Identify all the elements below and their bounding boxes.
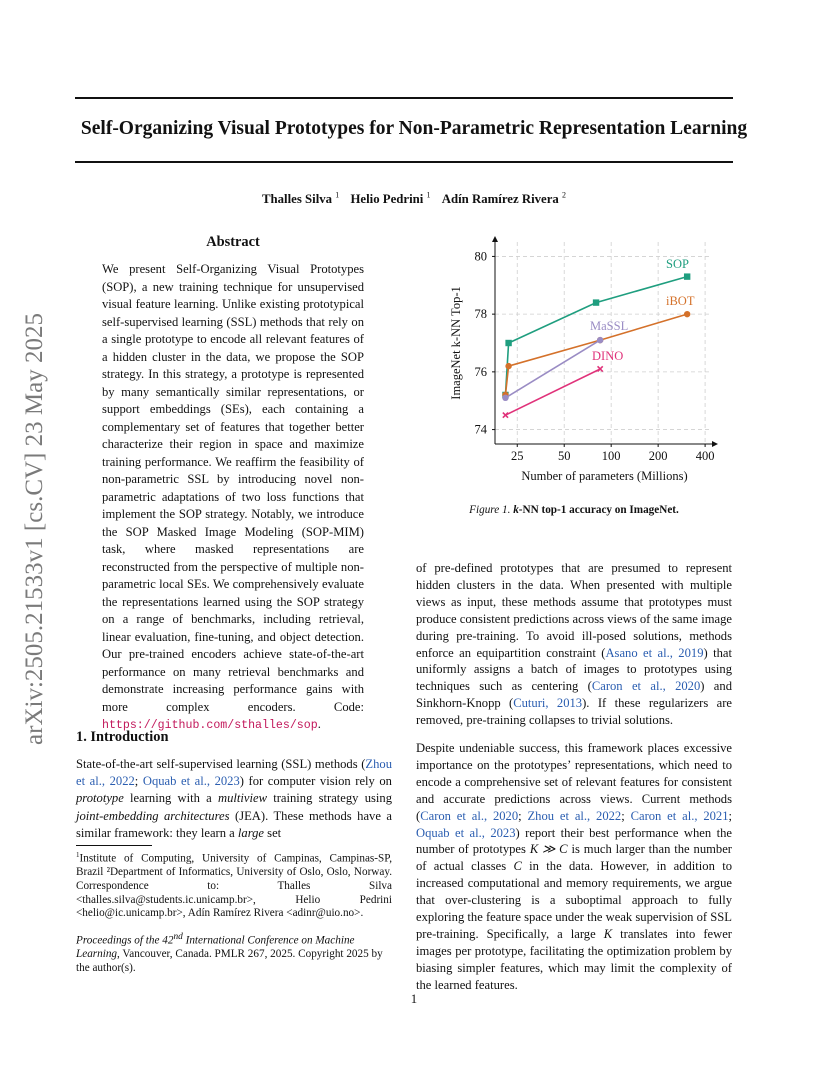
data-point-ibot [684,311,690,317]
author-2: Helio Pedrini $^1$ [350,191,431,207]
y-axis-arrow [492,236,498,242]
paper-title: Self-Organizing Visual Prototypes for Non-Parametric Representation Learning [80,118,748,139]
data-point-massl [597,337,603,343]
author-1: Thalles Silva $^1$ [262,191,340,207]
x-tick-label: 200 [648,449,668,463]
proceedings-note: Proceedings of the 42nd International Conference on Machine Learning, Vancouver, Canada. PMLR 267, 2025. Copyright 2025 by the author(s). [76,932,383,974]
x-tick-label: 25 [511,449,524,463]
abstract-text: We present Self-Organizing Visual Prototypes (SOP), a new training technique for unsupervised visual feature learning. Unlike existing prototypical self-supervised learning (SSL) methods that rely on a single prototype to encode all relevant features of a hidden cluster in the data, we propose the SOP strategy. In this strategy, a prototype is represented by many semantically similar representations, or support embeddings (SEs), each containing a complementary set of features that together better characterize their region in space and maximize training performance. We reaffirm the feasibility of non-parametric SSL by introducing novel non-parametric adaptations of two loss functions that implement the SOP strategy. Notably, we introduce the SOP Masked Image Modeling (SOP-MIM) task, where masked representations are reconstructed from the perspective of multiple non-parametric local SEs. We comprehensively evaluate the representations learned using the SOP strategy on a range of benchmarks, including retrieval, linear evaluation, fine-tuning, and object detection. Our pre-trained encoders achieve state-of-the-art performance on many retrieval benchmarks and demonstrate increasing performance gains with more complex encoders. Code: https://github.com/sthalles/sop. [102,262,364,732]
page-number: 1 [410,992,418,1006]
x-tick-label: 50 [557,449,571,463]
knn-accuracy-chart [440,232,720,492]
footnote-rule [76,845,152,846]
citation-link[interactable]: Caron et al., 2020 [591,679,701,694]
series-label-sop: SOP [666,257,689,271]
series-label-ibot: iBOT [666,294,695,308]
citation-link[interactable]: Caron et al., 2021 [630,808,729,823]
y-tick-label: 78 [474,307,487,322]
series-line-massl [505,340,600,398]
intro-paragraph: State-of-the-art self-supervised learning (SSL) methods (Zhou et al., 2022; Oquab et al., 2023) for computer vision rely on prototype learning with a multiview training strategy using joint-embedding architectures (JEA). These methods have a similar framework: they learn a large set [76,757,392,840]
code-link[interactable]: https://github.com/sthalles/sop [102,719,318,732]
title-bottom-rule [75,161,733,163]
y-axis-label: ImageNet k-NN Top-1 [449,286,463,400]
top-rule [75,97,733,99]
data-point-massl [502,395,508,401]
y-tick-label: 74 [474,422,487,437]
citation-link[interactable]: Oquab et al., 2023 [142,774,240,789]
author-3: Adín Ramírez Rivera $^2$ [441,191,566,207]
x-tick-label: 400 [695,449,715,463]
data-point-sop [593,299,599,305]
right-column-paragraph-2: Despite undeniable success, this framework places excessive importance on the prototypes’ representations, which need to encode a comprehensive set of relevant features for consistent and accurate predictions across views. Current methods (Caron et al., 2020; Zhou et al., 2022; Caron et al., 2021; Oquab et al., 2023) report their best performance when the number of prototypes K ≫ C is much larger than the number of actual classes C in the data. However, in addition to increased computational and memory requirements, we argue that over-clustering is a suboptimal approach to fully exploring the feature space under the weak supervision of SSL pre-training. Specifically, a large K translates into fewer images per prototype, facilitating the optimization problem by biasing simpler features, which may limit the complexity of the learned features. [416,741,733,992]
figure-caption: Figure 1. k-NN top-1 accuracy on ImageNet. [469,504,679,516]
x-tick-label: 100 [601,449,621,463]
author-list [0,191,828,207]
citation-link[interactable]: Oquab et al., 2023 [416,825,516,840]
citation-link[interactable]: Caron et al., 2020 [420,808,519,823]
x-axis-label: Number of parameters (Millions) [521,469,688,483]
series-line-dino [505,369,600,415]
abstract-heading: Abstract [206,234,260,250]
series-label-dino: DINO [592,349,624,363]
x-axis-arrow [712,441,718,447]
citation-link[interactable]: Zhou et al., 2022 [527,808,622,823]
citation-link[interactable]: Zhou et al., 2022 [76,757,392,789]
series-label-massl: MaSSL [590,319,629,333]
data-point-ibot [505,363,511,369]
affiliation-footnote: $^1$Institute of Computing, University of Campinas, Campinas-SP, Brazil ²Department of Informatics, University of Oslo, Oslo, Norway. Correspondence to: Thalles Silva <thalles.silva@students.ic.unicamp.br>, Helio Pedrini <helio@ic.unicamp.br>, Adín Ramírez Rivera <adinr@uio.no>. [76,851,392,920]
data-point-sop [684,273,690,279]
y-tick-label: 76 [474,364,487,379]
citation-link[interactable]: Cuturi, 2013 [513,696,583,711]
arxiv-stamp: arXiv:2505.21533v1 [cs.CV] 23 May 2025 [21,313,48,745]
citation-link[interactable]: Asano et al., 2019 [605,645,704,660]
series-line-sop [505,277,687,395]
data-point-sop [505,340,511,346]
right-column-paragraph-1: of pre-defined prototypes that are presumed to represent hidden clusters in the data. When presented with multiple views as input, these methods assume that prototypes must produce consistent predictions across views of the same image during pre-training. To avoid ill-posed solutions, methods enforce an equipartition constraint (Asano et al., 2019) that uniformly assigns a batch of images to prototypes using techniques such as centering (Caron et al., 2020) and Sinkhorn-Knopp (Cuturi, 2013). If these regularizers are removed, pre-training collapses to trivial solutions. [416,561,732,728]
y-tick-label: 80 [474,249,487,264]
section-heading-introduction: 1. Introduction [76,729,169,745]
